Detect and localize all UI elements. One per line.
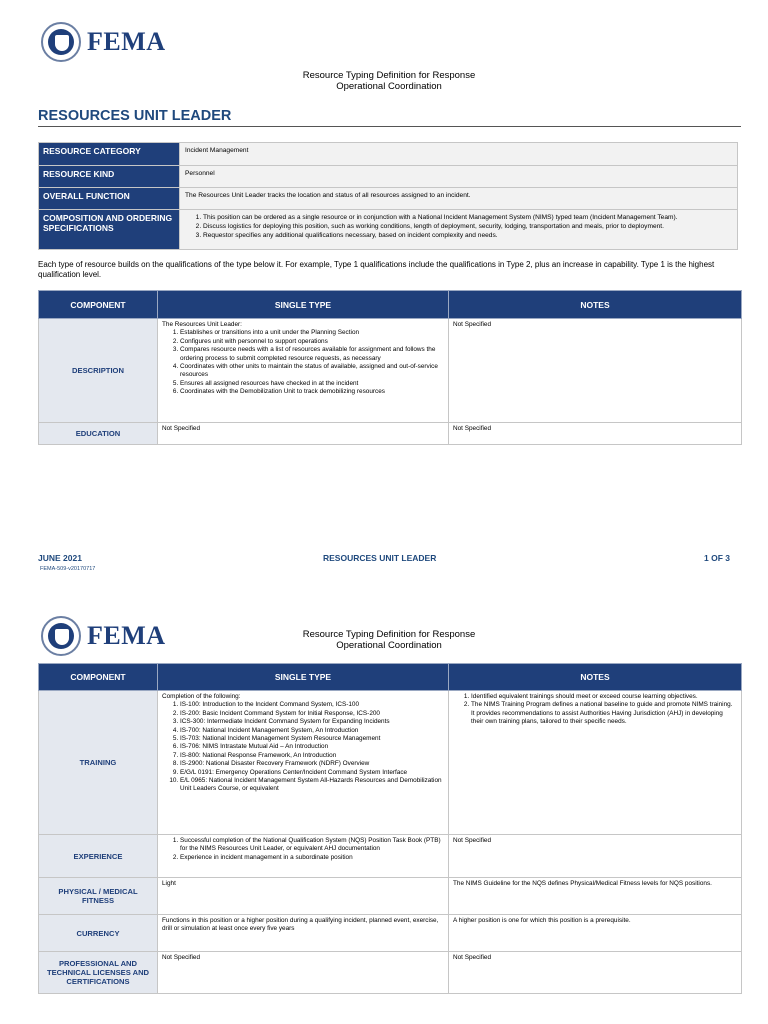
list-item: 1. Successful completion of the National Qualification System (NQS) Position Task Book (PTB) for the NIMS Resources Unit Leader, or equivalent AHJ documentation: [180, 837, 444, 854]
single-type-cell: [158, 835, 449, 878]
list-item: 7. IS-800: National Response Framework, An Introduction: [180, 752, 444, 760]
composition-list: [185, 214, 732, 239]
header-line-1: Resource Typing Definition for Response: [302, 70, 476, 81]
list-item: 3. ICS-300: Intermediate Incident Command System for Expanding Incidents: [180, 718, 444, 726]
description-list: [162, 329, 444, 396]
training-notes-list: [453, 693, 737, 727]
dhs-seal-icon: [41, 616, 81, 656]
summary-key: COMPOSITION AND ORDERING SPECIFICATIONS: [39, 210, 180, 250]
document-header: [239, 70, 539, 92]
fema-logo: [41, 22, 166, 62]
component-label: EXPERIENCE: [39, 835, 158, 878]
title-rule: [38, 126, 741, 127]
component-label: DESCRIPTION: [39, 319, 158, 423]
summary-row: [39, 188, 738, 210]
list-item: 6. IS-706: NIMS Intrastate Mutual Aid – An Introduction: [180, 743, 444, 751]
single-type-cell: [158, 691, 449, 835]
list-item: 1. IS-100: Introduction to the Incident Command System, ICS-100: [180, 701, 444, 709]
notes-cell: A higher position is one for which this position is a prerequisite.: [449, 915, 742, 952]
component-label: EDUCATION: [39, 423, 158, 445]
header-line-1: Resource Typing Definition for Response: [302, 629, 476, 640]
list-item: 4. IS-700: National Incident Management System, An Introduction: [180, 727, 444, 735]
list-item: 2. The NIMS Training Program defines a national baseline to guide and promote NIMS training. It provides recommendations to assist Authorities Having Jurisdiction (AHJ) in developing their own training plans, tailored to their specific needs.: [471, 701, 737, 726]
column-header-component: COMPONENT: [39, 664, 158, 691]
single-type-cell: Functions in this position or a higher position during a qualifying incident, planned event, exercise, drill or simulation at least once every five years: [158, 915, 449, 952]
list-item: 2. Configures unit with personnel to support operations: [180, 338, 444, 346]
notes-cell: Not Specified: [449, 952, 742, 994]
summary-row: [39, 143, 738, 166]
list-item: 10. E/L 0965: National Incident Management System All-Hazards Resources and Demobilization Unit Leaders Course, or equivalent: [180, 777, 444, 794]
summary-value: Incident Management: [180, 143, 738, 166]
footer-title: RESOURCES UNIT LEADER: [323, 553, 437, 563]
qualifications-table-2: [38, 663, 742, 994]
notes-cell: [449, 691, 742, 835]
list-item: 6. Coordinates with the Demobilization Unit to track demobilizing resources: [180, 388, 444, 396]
list-item: 2. IS-200: Basic Incident Command System for Initial Response, ICS-200: [180, 710, 444, 718]
footer-page-number: 1 OF 3: [704, 553, 730, 563]
list-item: 2. Discuss logistics for deploying this position, such as working conditions, length of deployment, security, lodging, transportation and meals, prior to deployment.: [203, 223, 732, 230]
table-row: [39, 915, 742, 952]
header-line-2: Operational Coordination: [336, 640, 442, 651]
cell-lead: Completion of the following:: [162, 693, 241, 700]
single-type-cell: Light: [158, 878, 449, 915]
summary-row: [39, 210, 738, 250]
fema-wordmark: FEMA: [87, 27, 166, 56]
list-item: 8. IS-2900: National Disaster Recovery Framework (NDRF) Overview: [180, 760, 444, 768]
footer-doc-id: FEMA-509-v20170717: [40, 566, 96, 572]
notes-cell: Not Specified: [449, 835, 742, 878]
list-item: 3. Compares resource needs with a list of resources available for assignment and follows the ordering process to submit completed resource requests, as necessary: [180, 346, 444, 363]
list-item: 4. Coordinates with other units to maintain the status of available, assigned and out-of-service resources: [180, 363, 444, 380]
table-row: [39, 423, 742, 445]
header-line-2: Operational Coordination: [336, 81, 442, 92]
table-row: [39, 691, 742, 835]
column-header-single-type: SINGLE TYPE: [158, 291, 449, 319]
cell-lead: The Resources Unit Leader:: [162, 321, 242, 328]
notes-cell: Not Specified: [449, 319, 742, 423]
single-type-cell: Not Specified: [158, 423, 449, 445]
list-item: 1. This position can be ordered as a single resource or in conjunction with a National Incident Management System (NIMS) typed team (Incident Management Team).: [203, 214, 732, 221]
column-header-notes: NOTES: [449, 291, 742, 319]
table-row: [39, 319, 742, 423]
list-item: 9. E/G/L 0191: Emergency Operations Center/Incident Command System Interface: [180, 769, 444, 777]
qualifications-table-1: [38, 290, 742, 445]
single-type-cell: Not Specified: [158, 952, 449, 994]
summary-value: The Resources Unit Leader tracks the location and status of all resources assigned to an incident.: [180, 188, 738, 210]
table-row: [39, 835, 742, 878]
summary-key: RESOURCE KIND: [39, 166, 180, 188]
list-item: 1. Identified equivalent trainings should meet or exceed course learning objectives.: [471, 693, 737, 701]
fema-logo: [41, 616, 166, 656]
training-list: [162, 701, 444, 793]
footer-date: JUNE 2021: [38, 553, 82, 563]
list-item: 5. Ensures all assigned resources have checked in at the incident: [180, 380, 444, 388]
column-header-component: COMPONENT: [39, 291, 158, 319]
page-title: RESOURCES UNIT LEADER: [38, 108, 232, 124]
component-label: PROFESSIONAL AND TECHNICAL LICENSES AND CERTIFICATIONS: [39, 952, 158, 994]
document-header: [239, 629, 539, 651]
experience-list: [162, 837, 444, 862]
summary-value: Personnel: [180, 166, 738, 188]
notes-cell: The NIMS Guideline for the NQS defines Physical/Medical Fitness levels for NQS positions.: [449, 878, 742, 915]
component-label: TRAINING: [39, 691, 158, 835]
component-label: PHYSICAL / MEDICAL FITNESS: [39, 878, 158, 915]
summary-key: RESOURCE CATEGORY: [39, 143, 180, 166]
component-label: CURRENCY: [39, 915, 158, 952]
column-header-single-type: SINGLE TYPE: [158, 664, 449, 691]
list-item: 5. IS-703: National Incident Management System Resource Management: [180, 735, 444, 743]
intro-paragraph: Each type of resource builds on the qualifications of the type below it. For example, Type 1 qualifications include the qualifications in Type 2, plus an increase in capability. Type 1 is the highest qualification level.: [38, 260, 715, 279]
dhs-seal-icon: [41, 22, 81, 62]
summary-table: [38, 142, 738, 250]
summary-key: OVERALL FUNCTION: [39, 188, 180, 210]
summary-value: [180, 210, 738, 250]
summary-row: [39, 166, 738, 188]
table-header-row: [39, 664, 742, 691]
list-item: 1. Establishes or transitions into a unit under the Planning Section: [180, 329, 444, 337]
list-item: 3. Requestor specifies any additional qualifications necessary, based on incident complexity and needs.: [203, 232, 732, 239]
table-header-row: [39, 291, 742, 319]
fema-wordmark: FEMA: [87, 621, 166, 650]
notes-cell: Not Specified: [449, 423, 742, 445]
table-row: [39, 952, 742, 994]
single-type-cell: [158, 319, 449, 423]
list-item: 2. Experience in incident management in a subordinate position: [180, 854, 444, 862]
table-row: [39, 878, 742, 915]
column-header-notes: NOTES: [449, 664, 742, 691]
